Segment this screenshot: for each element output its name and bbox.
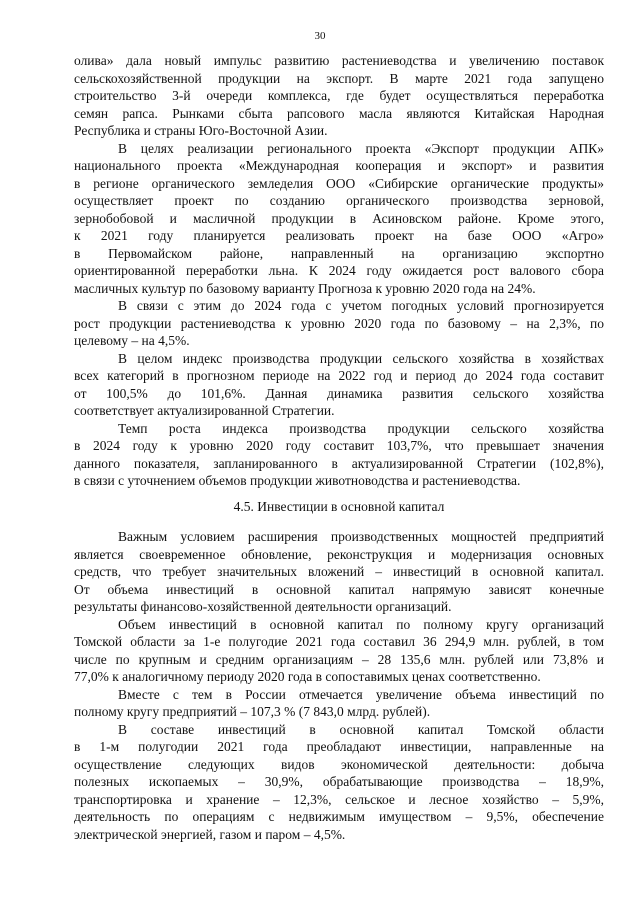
text-line: соответствует актуализированной Стратегии.: [74, 403, 335, 418]
text-block-lower: [74, 528, 604, 848]
text-line: строительство 3-й очереди комплекса, где будет осуществляться переработка: [74, 88, 604, 103]
text-line: зернобобовой и масличной продукции в Асиновском районе. Кроме этого,: [74, 210, 604, 226]
text-line: полезных ископаемых – 30,9%, обрабатывающие производства – 18,9%,: [74, 774, 604, 789]
text-line: данного показателя, запланированного в актуализированной Стратегии (102,8%),: [74, 455, 604, 471]
text-line: в 1-м полугодии 2021 года преобладают инвестиции, направленные на: [74, 739, 604, 754]
text-line: ориентированной переработки льна. К 2024 году ожидается рост валового сбора: [74, 263, 604, 278]
text-line: всех категорий в прогнозном периоде на 2022 год и период до 2024 года составит: [74, 368, 604, 383]
text-line: в регионе органического земледелия ООО «Сибирские органические продукты»: [74, 175, 604, 191]
section-heading-block: [74, 498, 604, 515]
text-line: олива» дала новый импульс развитию растениеводства и увеличению поставок: [74, 53, 604, 68]
text-line: В целом индекс производства продукции сельского хозяйства в хозяйствах: [118, 350, 604, 366]
text-line: В целях реализации регионального проекта «Экспорт продукции АПК»: [118, 140, 604, 156]
text-line: Томской области за 1-е полугодие 2021 года составил 36 294,9 млн. рублей, в том: [74, 634, 604, 649]
text-line: масличных культур по базовому варианту Прогноза к уровню 2020 года на 24%.: [74, 280, 536, 296]
page-number: 30: [314, 30, 326, 42]
text-line: Темп роста индекса производства продукции сельского хозяйства: [118, 420, 604, 436]
text-line: В связи с этим до 2024 года с учетом погодных условий прогнозируется: [118, 298, 604, 313]
text-line: семян рапса. Рынками сбыта рапсового масла являются Китайская Народная: [74, 105, 604, 121]
text-line: Республика и страны Юго-Восточной Азии.: [74, 123, 328, 138]
text-line: электрической энергией, газом и паром – 4,5%.: [74, 826, 346, 842]
text-line: к 2021 году планируется реализовать проект на базе ООО «Агро»: [74, 228, 604, 243]
text-line: осуществляет проект по созданию органического производства зерновой,: [74, 193, 604, 208]
text-line: от 100,5% до 101,6%. Данная динамика развития сельского хозяйства: [74, 385, 604, 401]
section-heading: 4.5. Инвестиции в основной капитал: [233, 499, 445, 514]
text-block-upper: [74, 52, 604, 492]
text-line: является своевременное обновление, реконструкция и модернизация основных: [74, 546, 604, 562]
text-line: осуществление следующих видов экономической деятельности: добыча: [74, 756, 604, 772]
text-line: в 2024 году к уровню 2020 году составит 103,7%, что превышает значения: [74, 438, 604, 453]
text-line: в Первомайском районе, направленный на организацию экспортно: [74, 245, 604, 261]
text-line: числе по крупным и средним организациям – 28 135,6 млн. рублей или 73,8% и: [74, 651, 604, 667]
text-line: результаты финансово-хозяйственной деятельности организаций.: [74, 599, 452, 614]
text-line: полному кругу предприятий – 107,3 % (7 843,0 млрд. рублей).: [74, 704, 431, 719]
text-line: От объема инвестиций в основной капитал напрямую зависят конечные: [74, 581, 604, 597]
text-line: национального проекта «Международная кооперация и экспорт» и развития: [74, 158, 604, 173]
text-line: 77,0% к аналогичному периоду 2020 года в сопоставимых ценах соответственно.: [74, 669, 541, 684]
text-line: Важным условием расширения производственных мощностей предприятий: [118, 529, 604, 544]
text-line: рост продукции растениеводства к уровню 2020 года по базовому – на 2,3%, по: [74, 315, 604, 331]
text-line: сельскохозяйственной продукции на экспорт. В марте 2021 года запущено: [74, 70, 604, 86]
text-line: деятельность по операциям с недвижимым имуществом – 9,5%, обеспечение: [74, 809, 604, 824]
text-line: Вместе с тем в России отмечается увеличение объема инвестиций по: [118, 686, 604, 702]
text-line: средств, что требует значительных вложений – инвестиций в основной капитал.: [74, 564, 604, 579]
text-line: транспортировка и хранение – 12,3%, сельское и лесное хозяйство – 5,9%,: [74, 791, 604, 807]
text-line: целевому – на 4,5%.: [74, 333, 190, 348]
text-line: в связи с уточнением объемов продукции животноводства и растениеводства.: [74, 473, 521, 488]
text-line: Объем инвестиций в основной капитал по полному кругу организаций: [118, 616, 604, 632]
text-line: В составе инвестиций в основной капитал Томской области: [118, 721, 604, 737]
